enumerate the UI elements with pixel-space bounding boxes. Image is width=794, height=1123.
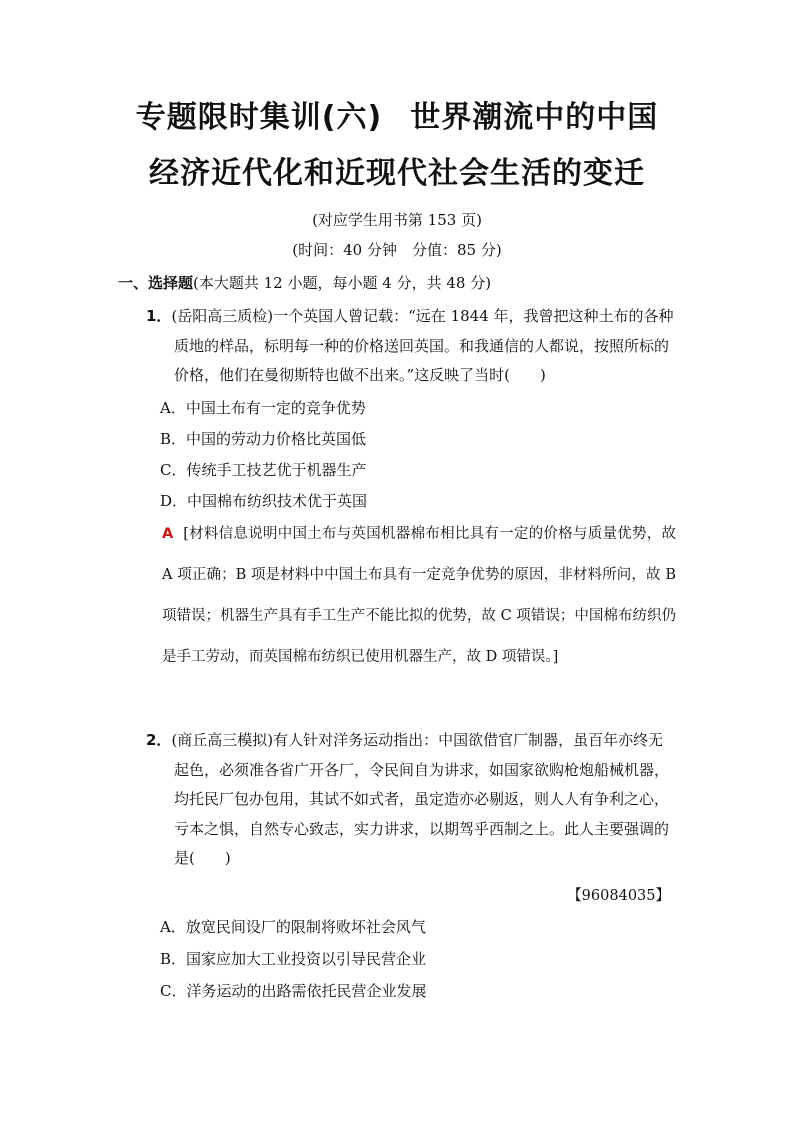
section-heading	[118, 272, 491, 294]
answer-letter: A	[162, 526, 174, 542]
q1-option-c: C．传统手工技艺优于机器生产	[160, 461, 367, 479]
q1-option-d: D．中国棉布纺织技术优于英国	[160, 492, 368, 510]
question-stem: (商丘高三模拟)有人针对洋务运动指出：中国欲借官厂制器，虽百年亦终无起色，必须准各省广开各厂，令民间自为讲求，如国家欲购枪炮船械机器，均托民厂包办包用，其试不如式者，虽定造亦必剔返，则人人有争利之心，亏本之惧，自然专心致志，实力讲求，以期驾乎西制之上。此人主要强调的是( )	[171, 731, 670, 868]
q2-option-a: A．放宽民间设厂的限制将败坏社会风气	[160, 918, 426, 936]
q1-answer	[162, 514, 676, 678]
book-reference: (对应学生用书第 153 页)	[312, 211, 482, 229]
question-2	[146, 726, 678, 874]
q1-option-a: A．中国土布有一定的竞争优势	[160, 399, 366, 417]
title-line-2: 经济近代化和近现代社会生活的变迁	[149, 156, 645, 191]
question-number: 2．	[146, 731, 172, 749]
q1-option-b: B．中国的劳动力价格比英国低	[160, 430, 367, 448]
answer-explanation: [材料信息说明中国土布与英国机器棉布相比具有一定的价格与质量优势，故 A 项正确；B 项是材料中中国土布具有一定竞争优势的原因，非材料所问，故 B 项错误；机器生产具有手工生产不能比拟的优势，故 C 项错误；中国棉布纺织仍是手工劳动，而英国棉布纺织已使用机器生产，故 D 项错误。]	[162, 526, 676, 665]
section-title: 一、选择题	[118, 274, 194, 292]
question-code: 【96084035】	[567, 888, 670, 904]
q2-option-b: B．国家应加大工业投资以引导民营企业	[160, 950, 427, 968]
question-1	[146, 302, 678, 391]
title-series: 专题限时集训(六)	[135, 100, 383, 135]
title-line-1	[0, 98, 794, 138]
section-description: (本大题共 12 小题，每小题 4 分，共 48 分)	[193, 274, 492, 292]
question-number: 1．	[146, 307, 172, 325]
q2-option-c: C．洋务运动的出路需依托民营企业发展	[160, 982, 427, 1000]
question-stem: (岳阳高三质检)一个英国人曾记载：“远在 1844 年，我曾把这种土布的各种质地的样品，标明每一种的价格送回英国。和我通信的人都说，按照所标的价格，他们在曼彻斯特也做不出来。”这反映了当时( )	[171, 307, 674, 385]
title-topic: 世界潮流中的中国	[410, 100, 659, 135]
time-score: (时间：40 分钟 分值：85 分)	[292, 241, 502, 259]
